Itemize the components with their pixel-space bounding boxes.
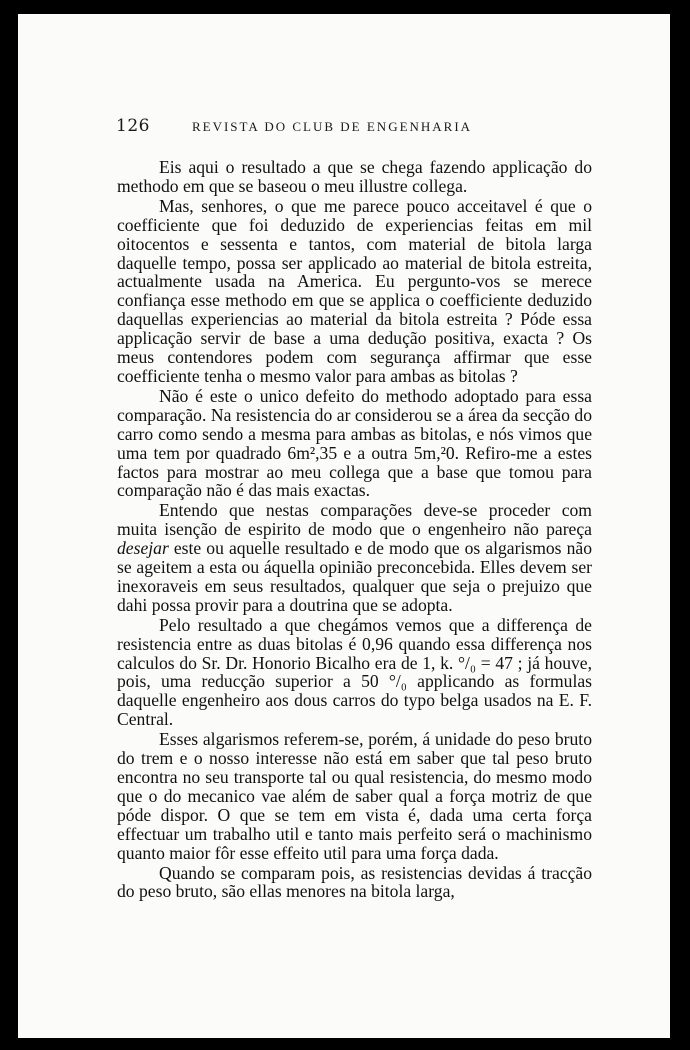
page-number: 126: [116, 116, 150, 136]
paragraph-6: Esses algarismos referem-se, porém, á unidade do peso bruto do trem e o nosso interesse não está em saber que tal peso bruto encontra no seu transporte tal ou qual resistencia, do mesmo modo que o do mecanico vae além de saber qual a força motriz de que póde dispor. O que se tem em vista é, dada uma certa força effectuar um trabalho util e tanto mais perfeito será o machinismo quanto maior fôr esse effeito util para uma força dada.: [117, 729, 592, 863]
emphasized-word: desejar: [117, 538, 169, 559]
paragraph-3: Não é este o unico defeito do methodo adoptado para essa comparação. Na resistencia do ar considerou se a área da secção do carro como sendo a mesma para ambas as bitolas, e nós vimos que uma tem por quadrado 6m²,35 e a outra 5m,²0. Refiro-me a estes factos para mostrar ao meu collega que a base que tomou para comparação não é das mais exactas.: [117, 385, 592, 501]
paragraph-4: [117, 501, 592, 614]
scanned-page: [18, 14, 670, 1038]
paragraph-2: Mas, senhores, o que me parece pouco acceitavel é que o coefficiente que foi deduzido de experiencias feitas em mil oitocentos e sessenta e tantos, com material de bitola larga daquelle tempo, possa ser applicado ao material de bitola estreita, actualmente usada na America. Eu pergunto-vos se merece confiança esse methodo em que se applica o coefficiente deduzido daquellas experiencias ao material da bitola estreita ? Póde essa applicação servir de base a uma dedução positiva, exacta ? Os meus contendores podem com segurança affirmar que esse coefficiente tenha o mesmo valor para ambas as bitolas ?: [117, 195, 592, 386]
paragraph-4-part-2: este ou aquelle resultado e de modo que os algarismos não se ageitem a esta ou áquella opinião preconcebida. Elles devem ser inexoraveis em seus resultados, qualquer que seja o prejuizo que dahi possa provir para a doutrina que se adopta.: [117, 538, 592, 615]
page-header: [116, 116, 576, 136]
paragraph-7: Quando se comparam pois, as resistencias devidas á tracção do peso bruto, são ellas menores na bitola larga,: [117, 862, 592, 902]
paragraph-4-part-1: Entendo que nestas comparações deve-se proceder com muita isenção de espirito de modo que o engenheiro não pareça: [117, 500, 592, 540]
running-title: REVISTA DO CLUB DE ENGENHARIA: [191, 119, 473, 134]
article-body: [117, 158, 592, 902]
paragraph-5: Pelo resultado a que chegámos vemos que a differença de resistencia entre as duas bitolas é 0,96 quando essa differença nos calculos do Sr. Dr. Honorio Bicalho era de 1, k. °/₀ = 47 ; já houve, pois, uma reducção superior a 50 °/₀ applicando as formulas daquelle engenheiro aos dous carros do typo belga usados na E. F. Central.: [117, 614, 592, 730]
paragraph-1: Eis aqui o resultado a que se chega fazendo applicação do methodo em que se baseou o meu illustre collega.: [117, 157, 592, 196]
